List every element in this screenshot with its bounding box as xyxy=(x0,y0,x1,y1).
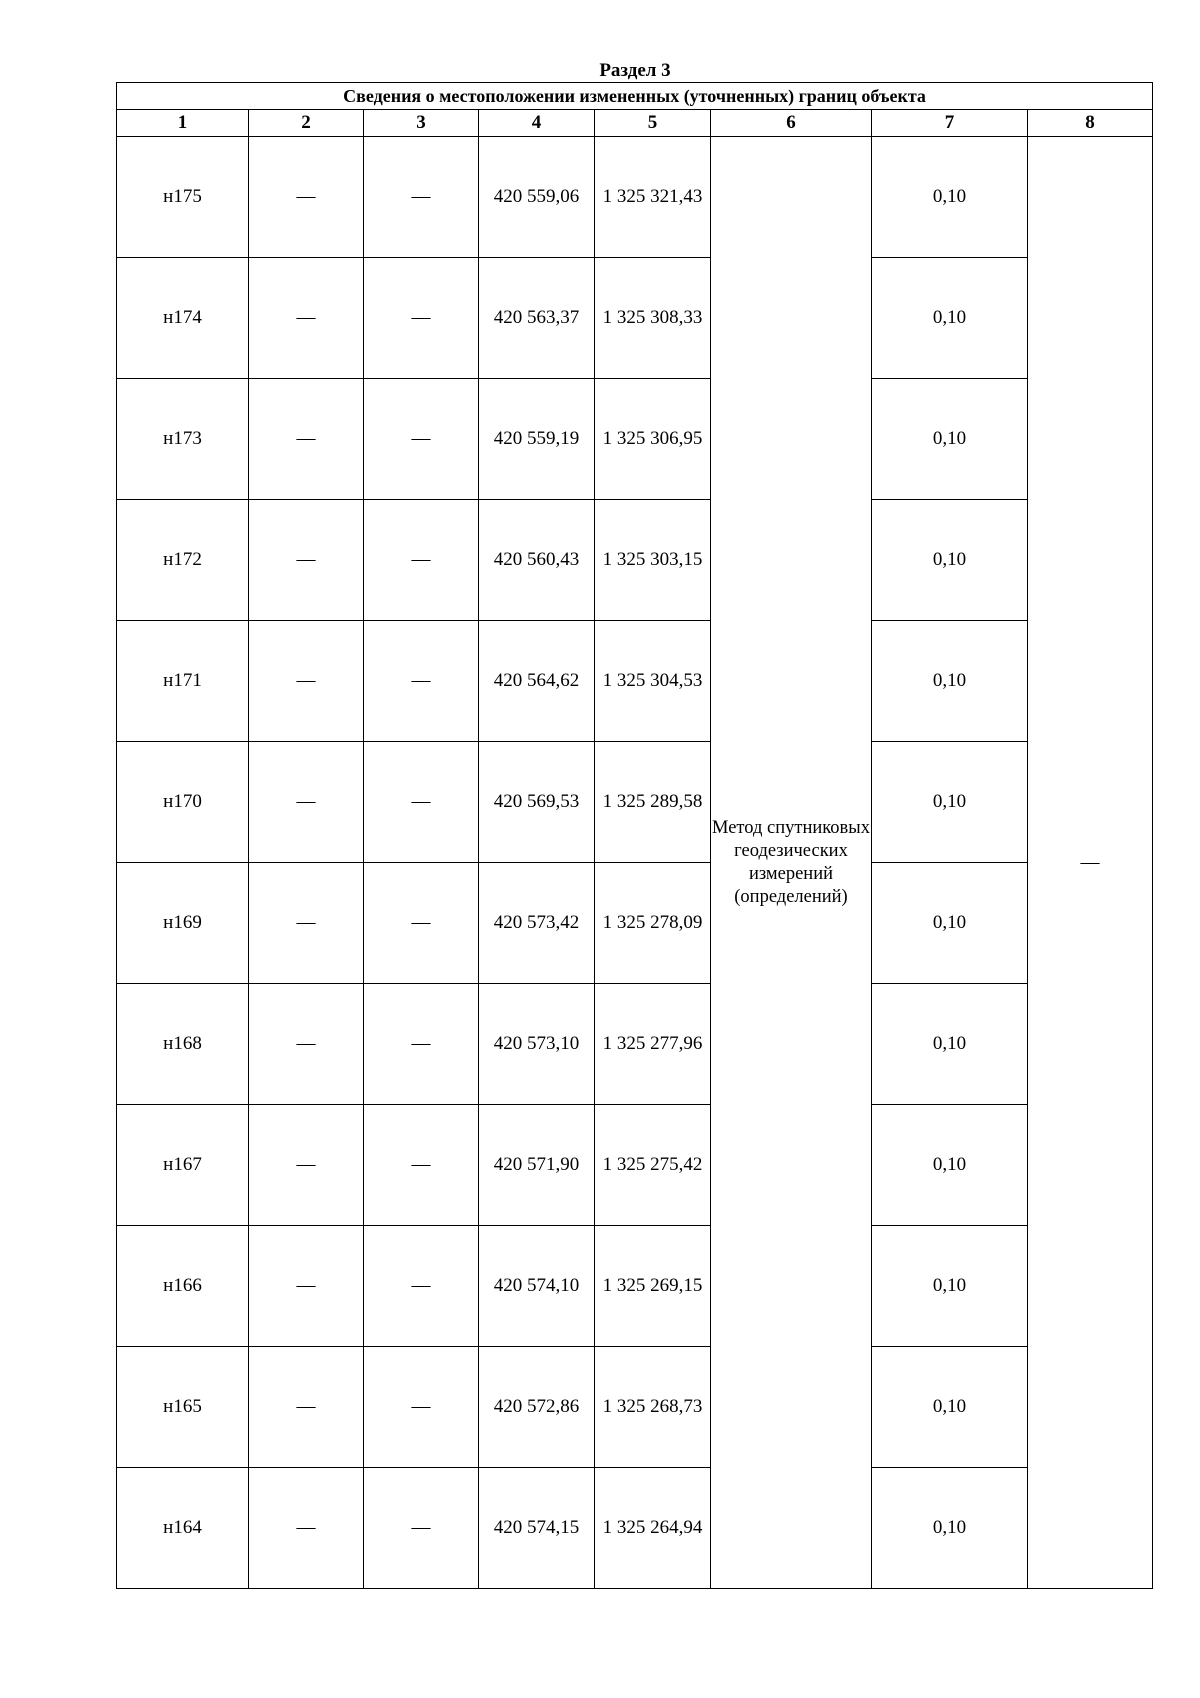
table-row xyxy=(117,1105,1153,1226)
table-row xyxy=(117,1468,1153,1589)
x-coordinate-cell: 420 559,19 xyxy=(479,379,595,500)
x-coordinate-cell: 420 572,86 xyxy=(479,1347,595,1468)
accuracy-cell: 0,10 xyxy=(872,984,1028,1105)
column-2-cell: — xyxy=(249,258,364,379)
table-caption: Сведения о местоположении измененных (уточненных) границ объекта xyxy=(117,83,1153,110)
table-row xyxy=(117,379,1153,500)
column-2-cell: — xyxy=(249,1347,364,1468)
table-row xyxy=(117,621,1153,742)
y-coordinate-cell: 1 325 278,09 xyxy=(595,863,711,984)
column-2-cell: — xyxy=(249,863,364,984)
accuracy-cell: 0,10 xyxy=(872,1226,1028,1347)
accuracy-cell: 0,10 xyxy=(872,621,1028,742)
point-name-cell: н175 xyxy=(117,137,249,258)
y-coordinate-cell: 1 325 306,95 xyxy=(595,379,711,500)
column-3-cell: — xyxy=(364,500,479,621)
column-3-cell: — xyxy=(364,1105,479,1226)
table-row xyxy=(117,742,1153,863)
column-3-cell: — xyxy=(364,984,479,1105)
column-3-cell: — xyxy=(364,742,479,863)
boundary-table xyxy=(116,82,1153,1589)
y-coordinate-cell: 1 325 303,15 xyxy=(595,500,711,621)
y-coordinate-cell: 1 325 304,53 xyxy=(595,621,711,742)
point-name-cell: н167 xyxy=(117,1105,249,1226)
x-coordinate-cell: 420 563,37 xyxy=(479,258,595,379)
accuracy-cell: 0,10 xyxy=(872,1105,1028,1226)
table-row xyxy=(117,1226,1153,1347)
y-coordinate-cell: 1 325 277,96 xyxy=(595,984,711,1105)
x-coordinate-cell: 420 571,90 xyxy=(479,1105,595,1226)
column-2-cell: — xyxy=(249,1468,364,1589)
column-number-7: 7 xyxy=(872,110,1028,137)
x-coordinate-cell: 420 559,06 xyxy=(479,137,595,258)
accuracy-cell: 0,10 xyxy=(872,1347,1028,1468)
x-coordinate-cell: 420 564,62 xyxy=(479,621,595,742)
accuracy-cell: 0,10 xyxy=(872,863,1028,984)
column-2-cell: — xyxy=(249,137,364,258)
point-name-cell: н169 xyxy=(117,863,249,984)
accuracy-cell: 0,10 xyxy=(872,1468,1028,1589)
column-3-cell: — xyxy=(364,258,479,379)
point-name-cell: н173 xyxy=(117,379,249,500)
x-coordinate-cell: 420 569,53 xyxy=(479,742,595,863)
column-3-cell: — xyxy=(364,621,479,742)
x-coordinate-cell: 420 573,10 xyxy=(479,984,595,1105)
column-number-1: 1 xyxy=(117,110,249,137)
table-row xyxy=(117,984,1153,1105)
accuracy-cell: 0,10 xyxy=(872,500,1028,621)
column-2-cell: — xyxy=(249,1105,364,1226)
y-coordinate-cell: 1 325 275,42 xyxy=(595,1105,711,1226)
y-coordinate-cell: 1 325 268,73 xyxy=(595,1347,711,1468)
x-coordinate-cell: 420 574,15 xyxy=(479,1468,595,1589)
column-8-cell: — xyxy=(1028,137,1153,1589)
column-number-row xyxy=(117,110,1153,137)
y-coordinate-cell: 1 325 289,58 xyxy=(595,742,711,863)
method-cell: Метод спутниковых геодезических измерений (определений) xyxy=(711,137,872,1589)
column-3-cell: — xyxy=(364,1468,479,1589)
x-coordinate-cell: 420 573,42 xyxy=(479,863,595,984)
column-number-6: 6 xyxy=(711,110,872,137)
y-coordinate-cell: 1 325 308,33 xyxy=(595,258,711,379)
column-2-cell: — xyxy=(249,379,364,500)
point-name-cell: н166 xyxy=(117,1226,249,1347)
point-name-cell: н171 xyxy=(117,621,249,742)
table-row xyxy=(117,137,1153,258)
table-row xyxy=(117,258,1153,379)
column-3-cell: — xyxy=(364,863,479,984)
section-title: Раздел 3 xyxy=(599,60,671,81)
point-name-cell: н170 xyxy=(117,742,249,863)
point-name-cell: н168 xyxy=(117,984,249,1105)
point-name-cell: н165 xyxy=(117,1347,249,1468)
accuracy-cell: 0,10 xyxy=(872,742,1028,863)
column-number-8: 8 xyxy=(1028,110,1153,137)
column-number-5: 5 xyxy=(595,110,711,137)
y-coordinate-cell: 1 325 321,43 xyxy=(595,137,711,258)
table-row xyxy=(117,863,1153,984)
point-name-cell: н172 xyxy=(117,500,249,621)
column-2-cell: — xyxy=(249,1226,364,1347)
column-2-cell: — xyxy=(249,621,364,742)
x-coordinate-cell: 420 560,43 xyxy=(479,500,595,621)
column-3-cell: — xyxy=(364,1226,479,1347)
point-name-cell: н164 xyxy=(117,1468,249,1589)
column-3-cell: — xyxy=(364,1347,479,1468)
column-2-cell: — xyxy=(249,500,364,621)
y-coordinate-cell: 1 325 264,94 xyxy=(595,1468,711,1589)
accuracy-cell: 0,10 xyxy=(872,258,1028,379)
column-number-3: 3 xyxy=(364,110,479,137)
table-row xyxy=(117,1347,1153,1468)
x-coordinate-cell: 420 574,10 xyxy=(479,1226,595,1347)
column-3-cell: — xyxy=(364,379,479,500)
column-3-cell: — xyxy=(364,137,479,258)
table-row xyxy=(117,500,1153,621)
column-number-2: 2 xyxy=(249,110,364,137)
column-number-4: 4 xyxy=(479,110,595,137)
accuracy-cell: 0,10 xyxy=(872,137,1028,258)
table-caption-row xyxy=(117,83,1153,110)
point-name-cell: н174 xyxy=(117,258,249,379)
column-2-cell: — xyxy=(249,984,364,1105)
y-coordinate-cell: 1 325 269,15 xyxy=(595,1226,711,1347)
column-2-cell: — xyxy=(249,742,364,863)
accuracy-cell: 0,10 xyxy=(872,379,1028,500)
